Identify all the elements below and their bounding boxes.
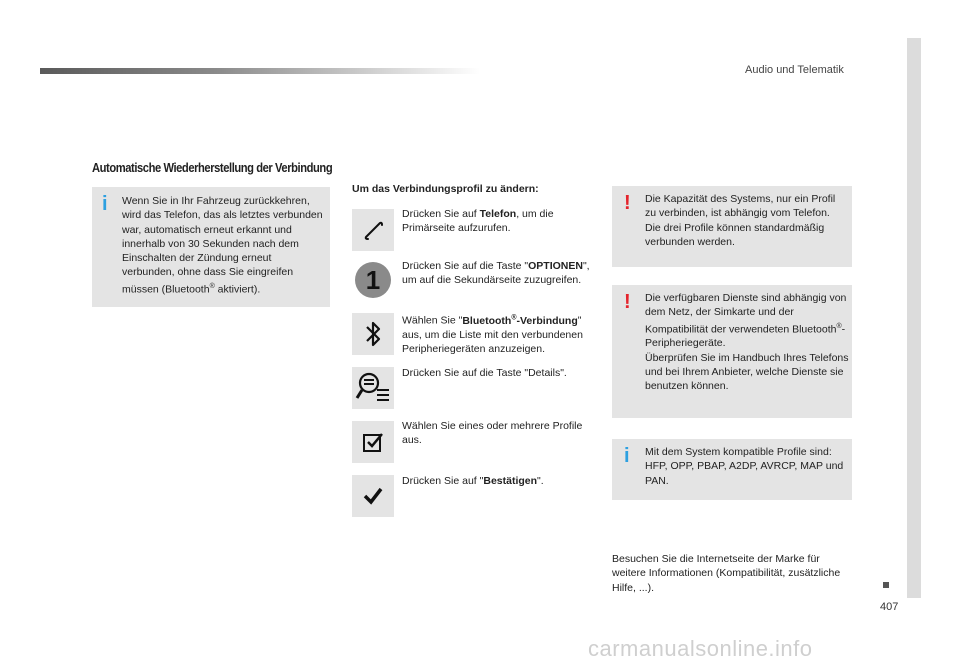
step-2-icon-box <box>352 259 394 301</box>
bluetooth-icon <box>362 319 384 349</box>
step-4-icon-box <box>352 367 394 409</box>
step-2-text: Drücken Sie auf die Taste "OPTIONEN", um auf die Sekundärseite zuzugreifen. <box>402 260 590 287</box>
checkbox-icon <box>362 431 384 453</box>
info-icon: i <box>624 445 630 467</box>
section-title: Automatische Wiederherstellung der Verbindung <box>92 160 333 175</box>
page-edge-strip <box>907 38 921 598</box>
warning-icon: ! <box>624 192 631 214</box>
details-search-icon <box>355 370 391 406</box>
info-box-auto-reconnect <box>92 187 330 307</box>
header-gradient-bar <box>40 68 480 74</box>
step-6-text: Drücken Sie auf "Bestätigen". <box>402 475 544 487</box>
steps-heading: Um das Verbindungsprofil zu ändern: <box>352 183 539 195</box>
step-3-icon-box <box>352 313 394 355</box>
step-5-text: Wählen Sie eines oder mehrere Profile aus. <box>402 420 583 447</box>
step-4-text: Drücken Sie auf die Taste "Details". <box>402 367 567 379</box>
footer-text: Besuchen Sie die Internetseite der Marke für weitere Informationen (Kompatibilität, zusätzliche Hilfe, ...). <box>612 553 841 594</box>
page-number: 407 <box>880 601 899 613</box>
phone-icon <box>361 218 385 242</box>
checkmark-icon <box>362 486 384 506</box>
warning-icon: ! <box>624 291 631 313</box>
one-icon: 1 <box>355 262 391 298</box>
step-1-icon-box <box>352 209 394 251</box>
warning-box-services <box>612 285 852 418</box>
info-box-compatible-profiles <box>612 439 852 500</box>
info-box-text: Mit dem System kompatible Profile sind: HFP, OPP, PBAP, A2DP, AVRCP, MAP und PAN. <box>645 446 844 487</box>
info-icon: i <box>102 193 108 215</box>
step-6-icon-box <box>352 475 394 517</box>
watermark: carmanualsonline.info <box>588 636 813 661</box>
step-3-text: Wählen Sie "Bluetooth®-Verbindung" aus, um die Liste mit den verbundenen Peripheriegeräten anzuzeigen. <box>402 314 583 356</box>
warning-box-text: Die verfügbaren Dienste sind abhängig von dem Netz, der Simkarte und der Kompatibilität der verwendeten Bluetooth®-Peripheriegeräte. Überprüfen Sie im Handbuch Ihres Telefons und bei Ihrem Anbieter, welche Dienste sie benutzen können. <box>645 292 849 393</box>
warning-box-text: Die Kapazität des Systems, nur ein Profil zu verbinden, ist abhängig vom Telefon. Die drei Profile können standardmäßig verbunden werden. <box>645 193 836 248</box>
warning-box-profile-capacity <box>612 186 852 267</box>
step-5-icon-box <box>352 421 394 463</box>
page-marker <box>883 582 889 588</box>
header-title: Audio und Telematik <box>745 64 844 76</box>
info-box-text: Wenn Sie in Ihr Fahrzeug zurückkehren, wird das Telefon, das als letztes verbunden war, automatisch erneut erkannt und innerhalb von 30 Sekunden nach dem Einschalten der Zündung erneut verbunden, ohne dass Sie eingreifen müssen (Bluetooth® aktiviert). <box>122 195 323 296</box>
step-1-text: Drücken Sie auf Telefon, um die Primärseite aufzurufen. <box>402 208 554 235</box>
